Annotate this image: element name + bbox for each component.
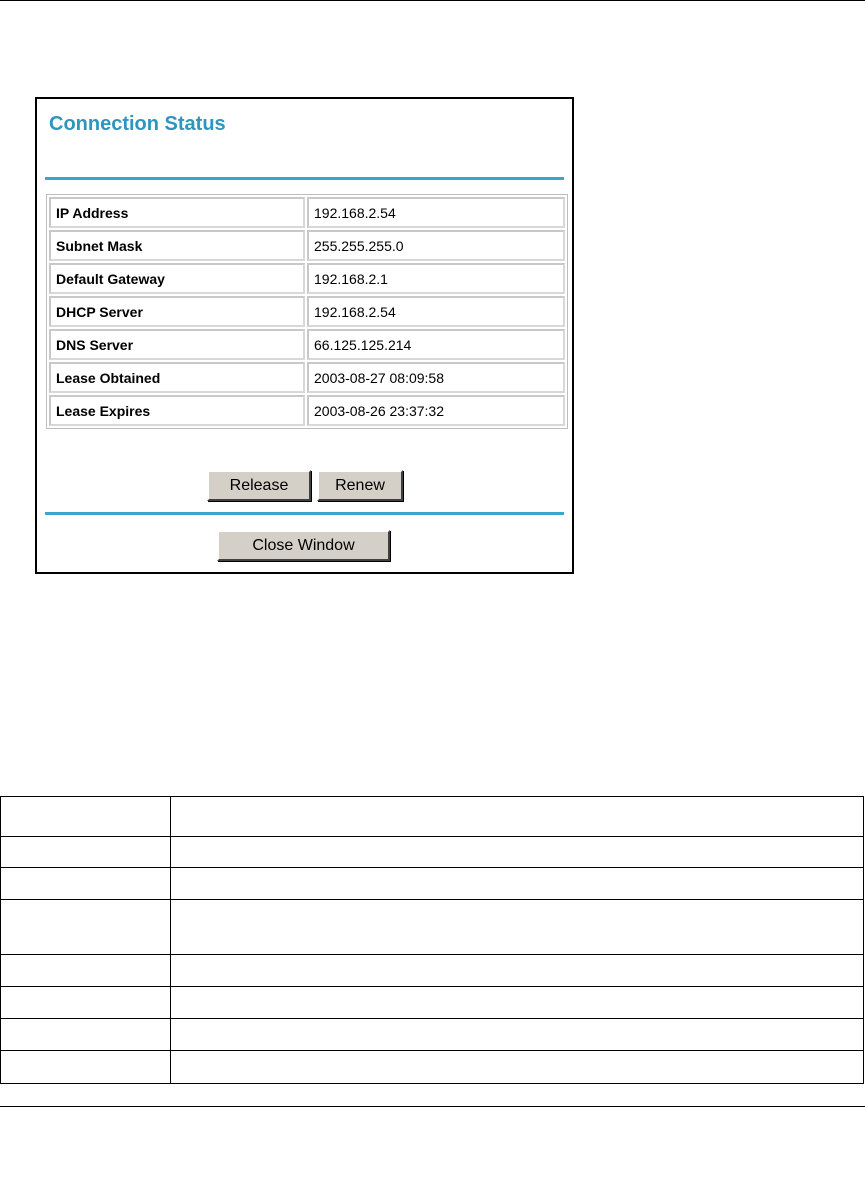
row-label-ip-address: IP Address — [49, 197, 305, 228]
table-cell — [1, 1051, 171, 1084]
table-cell — [171, 987, 864, 1019]
row-label-dhcp-server: DHCP Server — [49, 296, 305, 327]
row-value-default-gateway: 192.168.2.1 — [307, 263, 565, 294]
row-value-lease-obtained: 2003-08-27 08:09:58 — [307, 362, 565, 393]
table-cell — [171, 1019, 864, 1051]
table-cell — [1, 837, 171, 868]
row-label-default-gateway: Default Gateway — [49, 263, 305, 294]
table-cell — [1, 987, 171, 1019]
table-row — [49, 395, 565, 426]
table-cell — [1, 797, 171, 837]
table-cell — [171, 1051, 864, 1084]
table-row — [49, 197, 565, 228]
row-label-dns-server: DNS Server — [49, 329, 305, 360]
table-row — [1, 900, 864, 955]
table-row — [1, 1051, 864, 1084]
table-row — [1, 837, 864, 868]
page-title: Connection Status — [49, 113, 226, 135]
page-top-rule — [0, 0, 865, 1]
table-cell — [171, 797, 864, 837]
table-row — [49, 230, 565, 261]
table-cell — [171, 955, 864, 987]
page-bottom-rule — [0, 1106, 865, 1107]
row-value-dns-server: 66.125.125.214 — [307, 329, 565, 360]
table-cell — [171, 837, 864, 868]
table-cell — [1, 955, 171, 987]
table-row — [1, 1019, 864, 1051]
row-label-lease-expires: Lease Expires — [49, 395, 305, 426]
table-cell — [1, 900, 171, 955]
table-row — [49, 263, 565, 294]
buttons-divider — [45, 512, 564, 515]
table-cell — [1, 1019, 171, 1051]
table-row — [1, 987, 864, 1019]
table-cell — [1, 868, 171, 900]
row-label-lease-obtained: Lease Obtained — [49, 362, 305, 393]
renew-button[interactable]: Renew — [317, 470, 403, 501]
row-value-subnet-mask: 255.255.255.0 — [307, 230, 565, 261]
table-row — [49, 362, 565, 393]
close-window-button[interactable]: Close Window — [217, 530, 390, 561]
table-row — [1, 797, 864, 837]
table-row — [1, 868, 864, 900]
row-value-lease-expires: 2003-08-26 23:37:32 — [307, 395, 565, 426]
title-divider — [45, 177, 564, 180]
table-cell — [171, 900, 864, 955]
reference-table — [0, 796, 864, 1084]
table-row — [49, 329, 565, 360]
row-label-subnet-mask: Subnet Mask — [49, 230, 305, 261]
table-row — [1, 955, 864, 987]
table-cell — [171, 868, 864, 900]
table-row — [49, 296, 565, 327]
connection-status-window — [35, 97, 574, 574]
row-value-dhcp-server: 192.168.2.54 — [307, 296, 565, 327]
connection-status-table — [46, 194, 568, 429]
release-button[interactable]: Release — [207, 470, 311, 501]
row-value-ip-address: 192.168.2.54 — [307, 197, 565, 228]
